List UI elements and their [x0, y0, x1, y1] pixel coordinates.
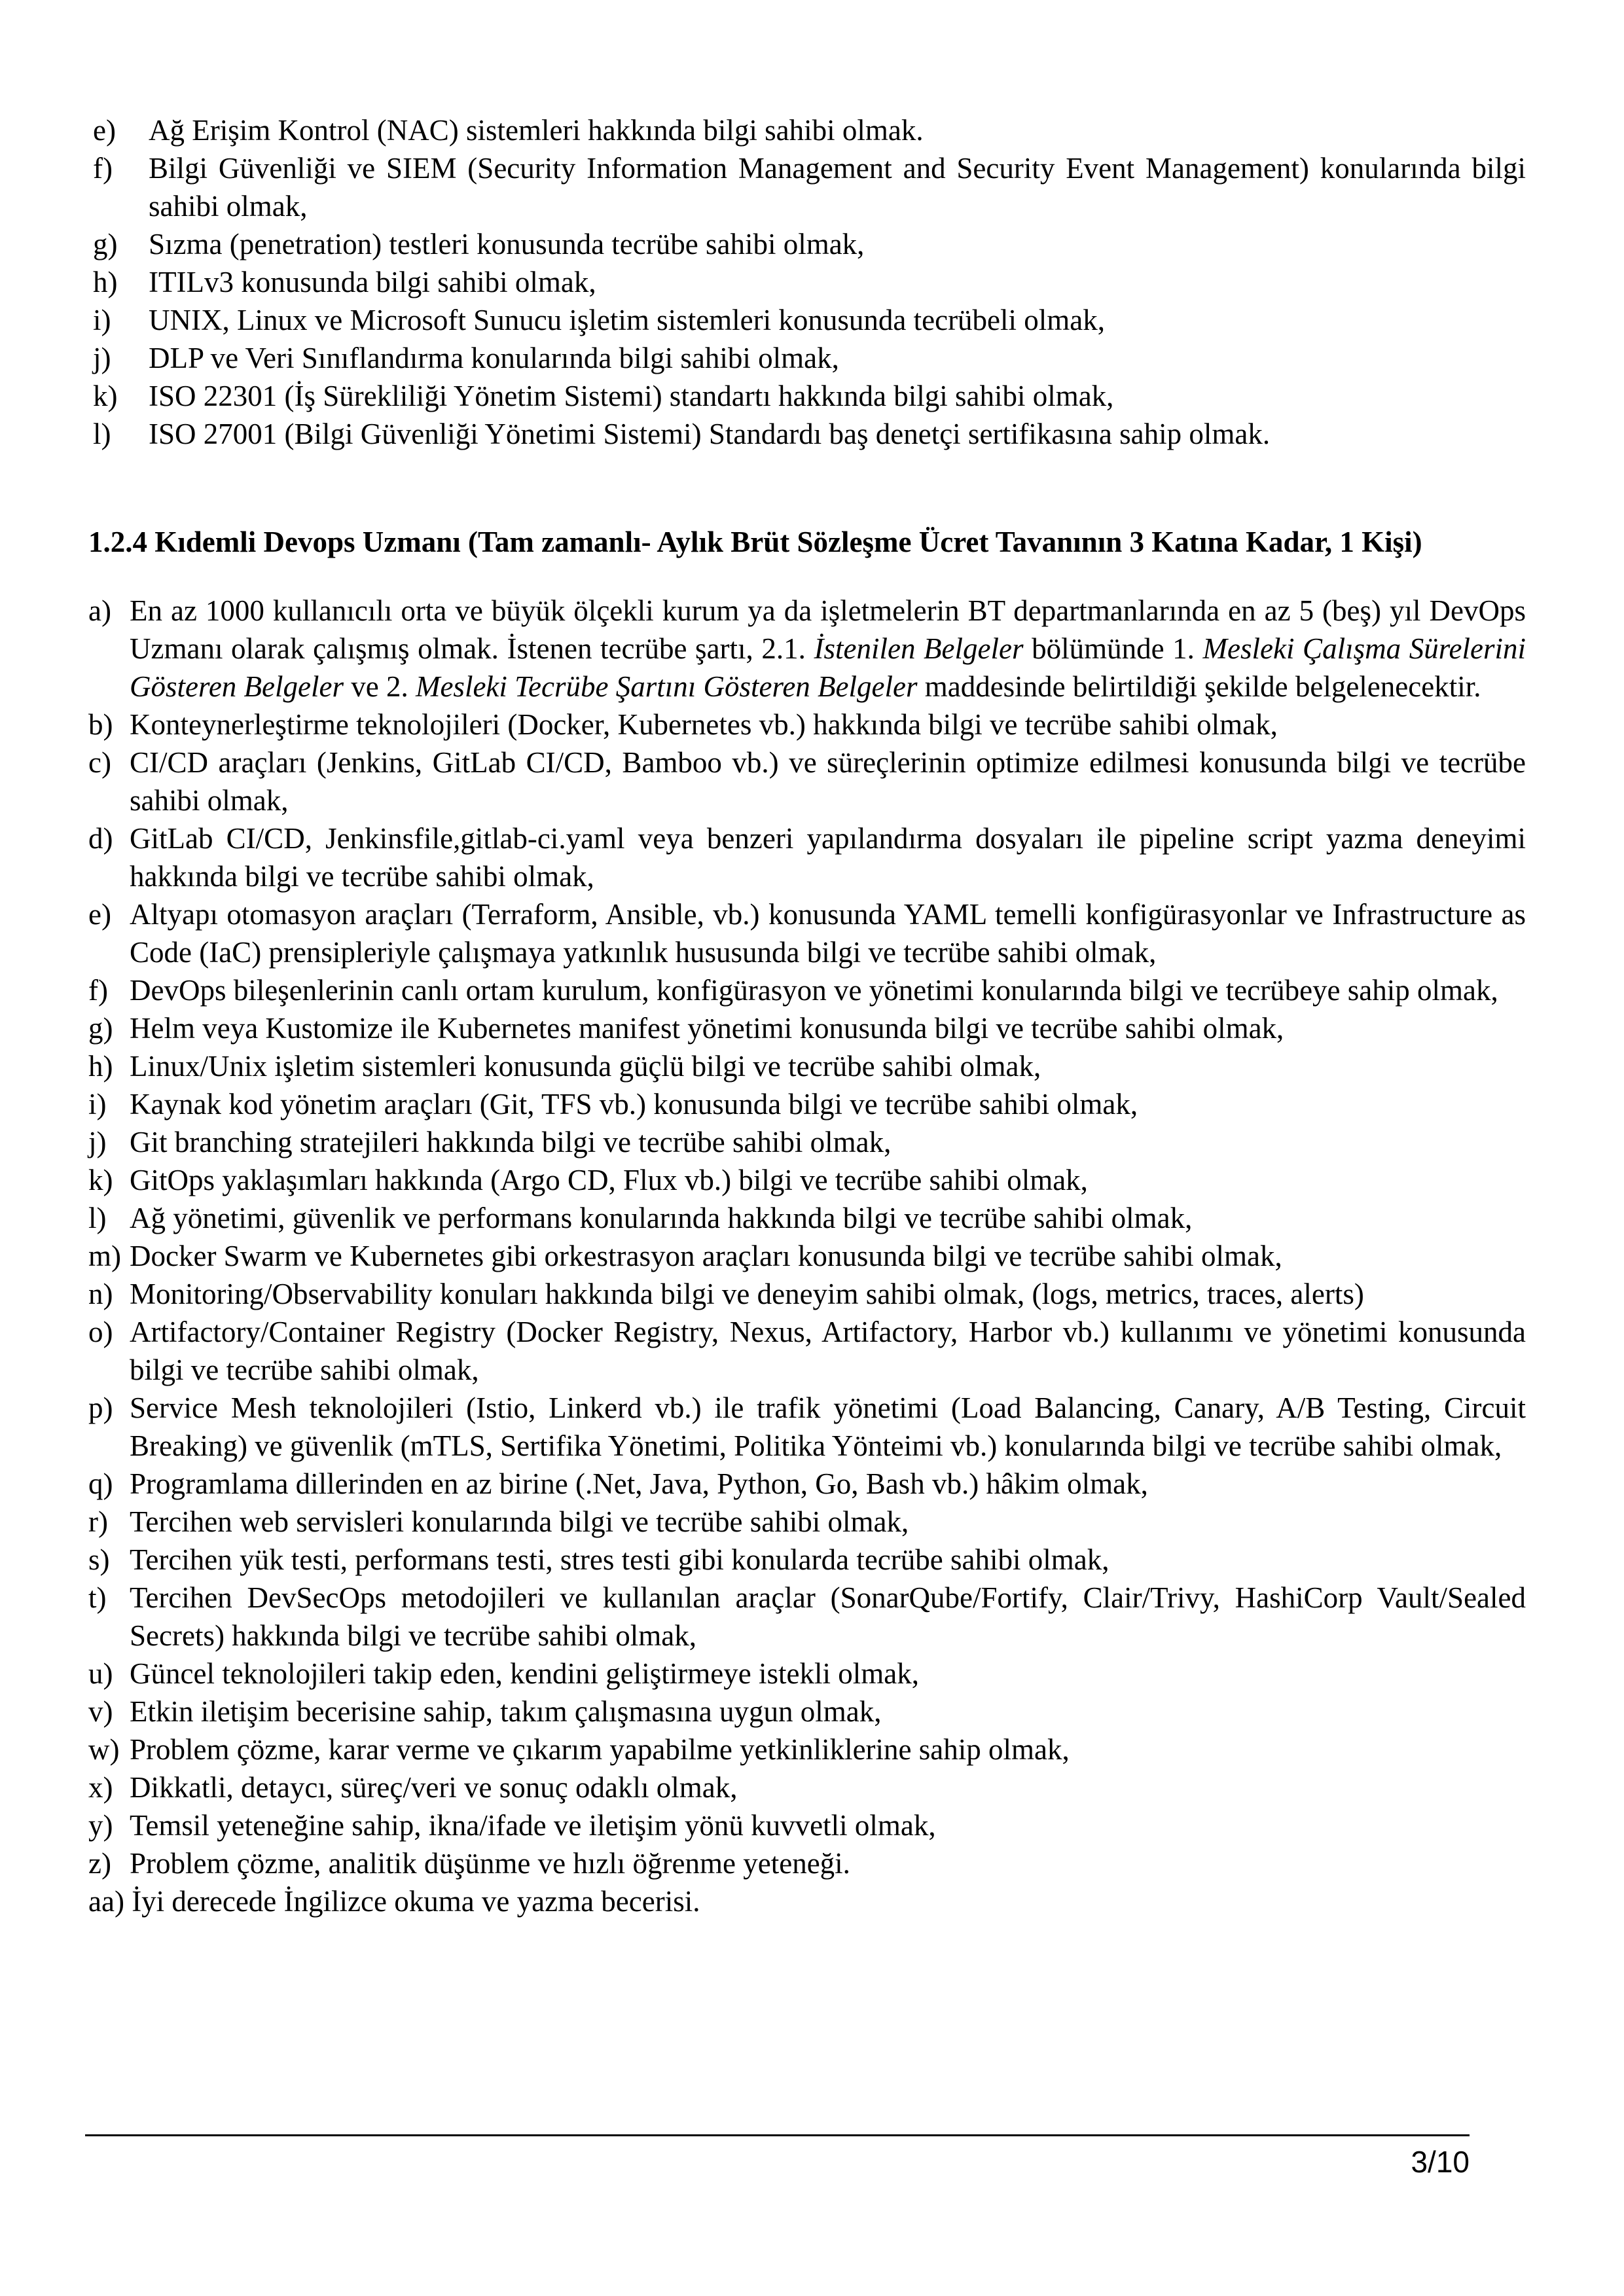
list-item [88, 149, 1526, 225]
item-marker: h) [93, 266, 118, 298]
list-item [88, 1541, 1526, 1579]
item-marker: t) [88, 1581, 107, 1614]
item-marker: b) [88, 708, 113, 741]
item-text: Temsil yeteneğine sahip, ikna/ifade ve iletişim yönü kuvvetli olmak, [130, 1809, 936, 1842]
requirements-list-main [88, 592, 1526, 1920]
list-item [88, 1693, 1526, 1731]
item-marker: a) [88, 594, 111, 627]
item-text: UNIX, Linux ve Microsoft Sunucu işletim sistemleri konusunda tecrübeli olmak, [149, 304, 1106, 336]
list-item [88, 339, 1526, 377]
document-content [88, 111, 1526, 1920]
page-number: 3/10 [1411, 2145, 1470, 2179]
item-text: Etkin iletişim becerisine sahip, takım çalışmasına uygun olmak, [130, 1695, 882, 1728]
list-item [88, 1465, 1526, 1503]
section-heading: 1.2.4 Kıdemli Devops Uzmanı (Tam zamanlı- Aylık Brüt Sözleşme Ücret Tavanının 3 Katına Kadar, 1 Kişi) [88, 526, 1422, 558]
list-item [88, 1882, 1526, 1920]
item-text: Dikkatli, detaycı, süreç/veri ve sonuç odaklı olmak, [130, 1771, 738, 1804]
list-item [88, 1161, 1526, 1199]
item-marker: s) [88, 1543, 110, 1576]
item-marker: d) [88, 822, 113, 855]
item-marker: m) [88, 1240, 121, 1272]
item-text: Tercihen yük testi, performans testi, stres testi gibi konularda tecrübe sahibi olmak, [130, 1543, 1110, 1576]
item-text: Service Mesh teknolojileri (Istio, Linkerd vb.) ile trafik yönetimi (Load Balancing, Canary, A/B Testing, Circuit Breaking) ve güvenlik (mTLS, Sertifika Yönetimi, Politika Yönteimi vb.) konularında bilgi ve tecrübe sahibi olmak, [130, 1391, 1526, 1462]
item-marker: j) [93, 342, 111, 374]
list-item [88, 1123, 1526, 1161]
item-marker: j) [88, 1126, 107, 1158]
item-marker: f) [93, 152, 113, 185]
item-text: CI/CD araçları (Jenkins, GitLab CI/CD, Bamboo vb.) ve süreçlerinin optimize edilmesi konusunda bilgi ve tecrübe sahibi olmak, [130, 746, 1526, 817]
item-marker: aa) [88, 1885, 124, 1918]
list-item [88, 1047, 1526, 1085]
list-item [88, 1389, 1526, 1465]
list-item [88, 263, 1526, 301]
item-text: Konteynerleştirme teknolojileri (Docker, Kubernetes vb.) hakkında bilgi ve tecrübe sahibi olmak, [130, 708, 1278, 741]
list-item [88, 592, 1526, 706]
item-marker: f) [88, 974, 108, 1007]
item-marker: e) [88, 898, 111, 931]
list-item [88, 1085, 1526, 1123]
list-item [88, 415, 1526, 453]
item-text: ITILv3 konusunda bilgi sahibi olmak, [149, 266, 596, 298]
item-marker: c) [88, 746, 111, 779]
item-marker: u) [88, 1657, 113, 1690]
item-marker: p) [88, 1391, 113, 1424]
item-text: GitLab CI/CD, Jenkinsfile,gitlab-ci.yaml veya benzeri yapılandırma dosyaları ile pipeline script yazma deneyimi hakkında bilgi ve tecrübe sahibi olmak, [130, 822, 1526, 893]
item-marker: v) [88, 1695, 113, 1728]
item-text: Güncel teknolojileri takip eden, kendini geliştirmeye istekli olmak, [130, 1657, 919, 1690]
item-text: Tercihen DevSecOps metodojileri ve kullanılan araçlar (SonarQube/Fortify, Clair/Trivy, HashiCorp Vault/Sealed Secrets) hakkında bilgi ve tecrübe sahibi olmak, [130, 1581, 1526, 1652]
list-item [88, 1503, 1526, 1541]
item-marker: w) [88, 1733, 120, 1766]
list-item [88, 1731, 1526, 1768]
list-item [88, 895, 1526, 971]
list-item [88, 1009, 1526, 1047]
item-text: Git branching stratejileri hakkında bilgi ve tecrübe sahibi olmak, [130, 1126, 892, 1158]
item-text: Kaynak kod yönetim araçları (Git, TFS vb.) konusunda bilgi ve tecrübe sahibi olmak, [130, 1088, 1138, 1121]
item-text: Docker Swarm ve Kubernetes gibi orkestrasyon araçları konusunda bilgi ve tecrübe sahibi olmak, [130, 1240, 1282, 1272]
item-marker: x) [88, 1771, 113, 1804]
list-item [88, 706, 1526, 744]
item-text: Tercihen web servisleri konularında bilgi ve tecrübe sahibi olmak, [130, 1505, 909, 1538]
item-text: Artifactory/Container Registry (Docker Registry, Nexus, Artifactory, Harbor vb.) kullanımı ve yönetimi konusunda bilgi ve tecrübe sahibi olmak, [130, 1316, 1526, 1386]
item-marker: l) [93, 418, 111, 450]
item-text: İyi derecede İngilizce okuma ve yazma becerisi. [132, 1885, 700, 1918]
list-item [88, 1199, 1526, 1237]
item-text: Sızma (penetration) testleri konusunda tecrübe sahibi olmak, [149, 228, 865, 260]
list-item [88, 971, 1526, 1009]
item-marker: k) [93, 380, 118, 412]
list-item [88, 1579, 1526, 1655]
item-marker: i) [93, 304, 111, 336]
item-marker: g) [93, 228, 118, 260]
item-text: Altyapı otomasyon araçları (Terraform, Ansible, vb.) konusunda YAML temelli konfigürasyonlar ve Infrastructure as Code (IaC) prensipleriyle çalışmaya yatkınlık hususunda bilgi ve tecrübe sahibi olmak, [130, 898, 1526, 969]
item-marker: e) [93, 114, 116, 147]
item-marker: h) [88, 1050, 113, 1083]
list-item [88, 111, 1526, 149]
item-text: Monitoring/Observability konuları hakkında bilgi ve deneyim sahibi olmak, (logs, metrics, traces, alerts) [130, 1278, 1364, 1310]
item-text: Ağ yönetimi, güvenlik ve performans konularında hakkında bilgi ve tecrübe sahibi olmak, [130, 1202, 1193, 1234]
item-text: Helm veya Kustomize ile Kubernetes manifest yönetimi konusunda bilgi ve tecrübe sahibi olmak, [130, 1012, 1284, 1045]
item-text: ISO 27001 (Bilgi Güvenliği Yönetimi Sistemi) Standardı baş denetçi sertifikasına sahip olmak. [149, 418, 1271, 450]
item-text: Problem çözme, karar verme ve çıkarım yapabilme yetkinliklerine sahip olmak, [130, 1733, 1070, 1766]
item-marker: o) [88, 1316, 113, 1348]
list-item [88, 1237, 1526, 1275]
list-item [88, 744, 1526, 819]
list-item [88, 819, 1526, 895]
item-marker: y) [88, 1809, 113, 1842]
item-marker: r) [88, 1505, 108, 1538]
list-item [88, 1313, 1526, 1389]
item-text: Programlama dillerinden en az birine (.Net, Java, Python, Go, Bash vb.) hâkim olmak, [130, 1467, 1148, 1500]
list-item [88, 377, 1526, 415]
item-text: En az 1000 kullanıcılı orta ve büyük ölçekli kurum ya da işletmelerin BT departmanlarında en az 5 (beş) yıl DevOps Uzmanı olarak çalışmış olmak. İstenen tecrübe şartı, 2.1. İstenilen Belgeler bölümünde 1. Mesleki Çalışma Sürelerini Gösteren Belgeler ve 2. Mesleki Tecrübe Şartını Gösteren Belgeler maddesinde belirtildiği şekilde belgelenecektir. [130, 594, 1526, 703]
item-text: Problem çözme, analitik düşünme ve hızlı öğrenme yeteneği. [130, 1847, 850, 1880]
item-marker: q) [88, 1467, 113, 1500]
item-text: DevOps bileşenlerinin canlı ortam kurulum, konfigürasyon ve yönetimi konularında bilgi ve tecrübeye sahip olmak, [130, 974, 1498, 1007]
list-item [88, 1806, 1526, 1844]
item-marker: g) [88, 1012, 113, 1045]
page-footer [85, 2134, 1470, 2177]
item-text: ISO 22301 (İş Sürekliliği Yönetim Sistemi) standartı hakkında bilgi sahibi olmak, [149, 380, 1114, 412]
item-text: GitOps yaklaşımları hakkında (Argo CD, Flux vb.) bilgi ve tecrübe sahibi olmak, [130, 1164, 1088, 1196]
list-item [88, 1655, 1526, 1693]
item-text: Ağ Erişim Kontrol (NAC) sistemleri hakkında bilgi sahibi olmak. [149, 114, 924, 147]
item-text: Bilgi Güvenliği ve SIEM (Security Information Management and Security Event Management) konularında bilgi sahibi olmak, [149, 152, 1526, 223]
item-marker: k) [88, 1164, 113, 1196]
list-item [88, 225, 1526, 263]
list-item [88, 1768, 1526, 1806]
item-marker: z) [88, 1847, 111, 1880]
item-marker: i) [88, 1088, 107, 1121]
item-marker: n) [88, 1278, 113, 1310]
item-text: DLP ve Veri Sınıflandırma konularında bilgi sahibi olmak, [149, 342, 839, 374]
list-item [88, 301, 1526, 339]
item-text: Linux/Unix işletim sistemleri konusunda güçlü bilgi ve tecrübe sahibi olmak, [130, 1050, 1041, 1083]
item-marker: l) [88, 1202, 107, 1234]
requirements-list-top [88, 111, 1526, 453]
list-item [88, 1275, 1526, 1313]
list-item [88, 1844, 1526, 1882]
